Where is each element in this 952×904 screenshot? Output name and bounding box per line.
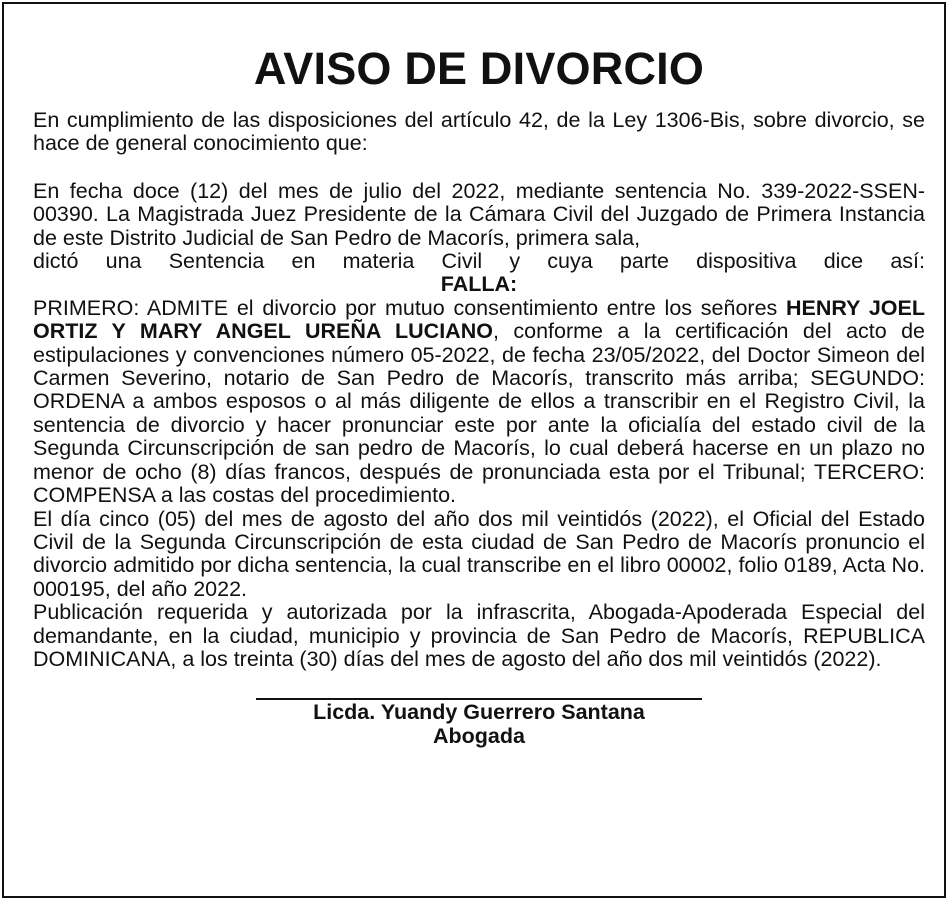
notice-title: AVISO DE DIVORCIO	[253, 43, 705, 94]
paragraph-gap	[33, 156, 925, 180]
publication-paragraph: Publicación requerida y autorizada por la infrascrita, Abogada-Apoderada Especial del demandante, en la ciudad, municipio y provincia de San Pedro de Macorís, REPUBLICA DOMINICANA, a los treinta (30) días del mes de agosto del año dos mil veintidós (2022).	[33, 600, 925, 671]
signature-name: Licda. Yuandy Guerrero Santana	[313, 700, 645, 725]
ruling-text-after: , conforme a la certificación del acto de estipulaciones y convenciones número 05-2022, de fecha 23/05/2022, del Doctor Simeon del Carmen Severino, notario de San Pedro de Macorís, transcrito más arriba; SEGUNDO: ORDENA a ambos esposos o al más diligente de ellos a transcribir en el Registro Civil, la sentencia de divorcio y hacer pronunciar este por ante la oficialía del estado civil de la Segunda Circunscripción de san pedro de Macorís, lo cual deberá hacerse en un plazo no menor de ocho (8) días francos, después de pronunciada esta por el Tribunal; TERCERO: COMPENSA a las costas del procedimiento.	[33, 319, 926, 508]
sentence-paragraph: En fecha doce (12) del mes de julio del 2022, mediante sentencia No. 339-2022-SSEN-00390. La Magistrada Juez Presidente de la Cámara Civil del Juzgado de Primera Instancia de este Distrito Judicial de San Pedro de Macorís, primera sala,	[33, 178, 925, 250]
spouse-names: HENRY JOEL ORTIZ Y MARY ANGEL UREÑA LUCIANO	[33, 295, 926, 344]
pronouncement-paragraph: El día cinco (05) del mes de agosto del año dos mil veintidós (2022), el Oficial del Estado Civil de la Segunda Circunscripción de esta ciudad de San Pedro de Macorís pronuncio el divorcio admitido por dicha sentencia, la cual transcribe en el libro 00002, folio 0189, Acta No. 000195, del año 2022.	[33, 506, 925, 601]
signature-role: Abogada	[433, 723, 525, 748]
notice-content	[33, 40, 925, 748]
ruling-text-before: PRIMERO: ADMITE el divorcio por mutuo consentimiento entre los señores	[33, 295, 787, 320]
falla-heading: FALLA:	[440, 272, 518, 297]
intro-paragraph: En cumplimiento de las disposiciones del artículo 42, de la Ley 1306-Bis, sobre divorcio, se hace de general conocimiento que:	[33, 108, 925, 156]
divorce-notice	[2, 2, 946, 898]
ruling-paragraph	[33, 297, 925, 508]
sentence-paragraph-last-line: dictó una Sentencia en materia Civil y cuya parte dispositiva dice así:	[33, 249, 925, 274]
